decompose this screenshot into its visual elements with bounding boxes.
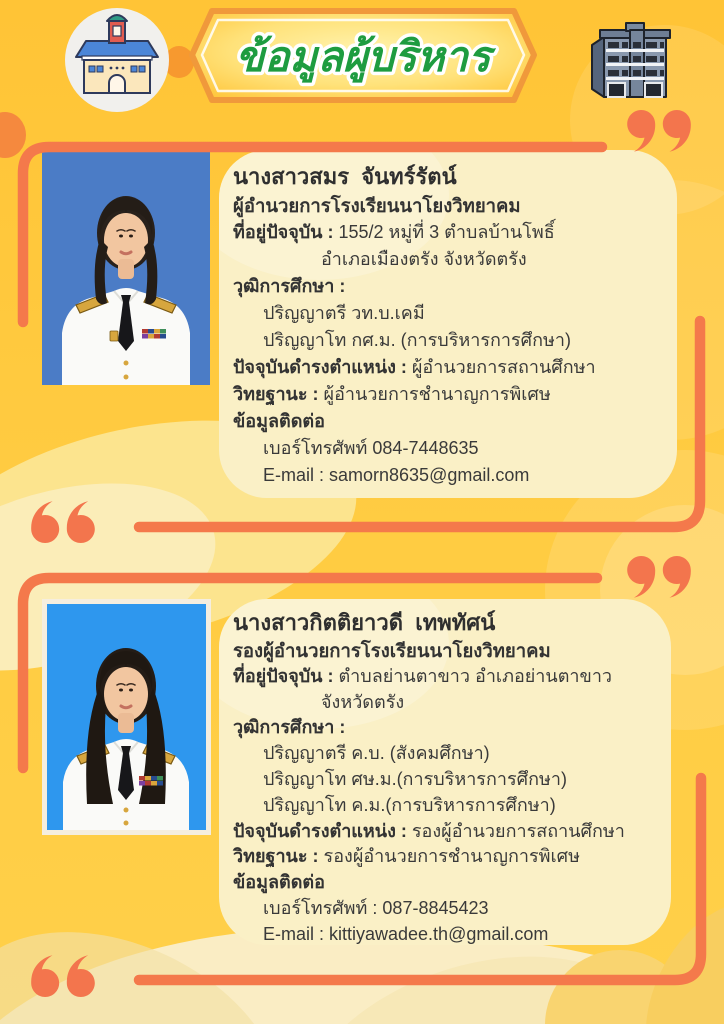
administrator-photo bbox=[42, 599, 211, 835]
administrator-photo bbox=[42, 143, 210, 385]
quote-open-icon bbox=[31, 501, 95, 543]
current-position-label: ปัจจุบันดำรงตำแหน่ง : bbox=[233, 820, 407, 841]
admin-card-info bbox=[233, 162, 673, 489]
address-value-continued: อำเภอเมืองตรัง จังหวัดตรัง bbox=[321, 249, 527, 269]
title-banner bbox=[187, 7, 539, 109]
email-line: E-mail : samorn8635@gmail.com bbox=[263, 465, 530, 485]
quote-close-icon bbox=[627, 556, 691, 598]
academic-rank-value: ผู้อำนวยการชำนาญการพิเศษ bbox=[323, 384, 551, 404]
phone-line: เบอร์โทรศัพท์ 084-7448635 bbox=[263, 438, 479, 458]
address-value-continued: จังหวัดตรัง bbox=[321, 691, 405, 712]
phone-line: เบอร์โทรศัพท์ : 087-8845423 bbox=[263, 897, 489, 918]
quote-open-icon bbox=[31, 955, 95, 997]
academic-rank-label: วิทยฐานะ : bbox=[233, 846, 319, 867]
address-value: ตำบลย่านตาขาว อำเภอย่านตาขาว bbox=[338, 665, 613, 686]
administrator-position: รองผู้อำนวยการโรงเรียนนาโยงวิทยาคม bbox=[233, 640, 551, 661]
education-item: ปริญญาโท กศ.ม. (การบริหารการศึกษา) bbox=[263, 330, 571, 350]
current-position-value: ผู้อำนวยการสถานศึกษา bbox=[411, 357, 596, 377]
education-item: ปริญญาโท ศษ.ม.(การบริหารการศึกษา) bbox=[263, 768, 567, 789]
contact-label: ข้อมูลติดต่อ bbox=[233, 872, 325, 893]
current-position-label: ปัจจุบันดำรงตำแหน่ง : bbox=[233, 357, 407, 377]
address-label: ที่อยู่ปัจจุบัน : bbox=[233, 222, 334, 242]
address-value: 155/2 หมู่ที่ 3 ตำบลบ้านโพธิ์ bbox=[338, 222, 555, 242]
academic-rank-label: วิทยฐานะ : bbox=[233, 384, 319, 404]
background-dot bbox=[0, 112, 26, 158]
administrator-name: นางสาวสมร จันทร์รัตน์ bbox=[233, 164, 457, 189]
education-label: วุฒิการศึกษา : bbox=[233, 276, 346, 296]
email-line: E-mail : kittiyawadee.th@gmail.com bbox=[263, 923, 549, 944]
office-building-icon bbox=[582, 19, 688, 110]
contact-label: ข้อมูลติดต่อ bbox=[233, 411, 325, 431]
school-building-icon bbox=[64, 7, 170, 118]
administrator-name: นางสาวกิตติยาวดี เทพทัศน์ bbox=[233, 610, 496, 635]
current-position-value: รองผู้อำนวยการสถานศึกษา bbox=[411, 820, 625, 841]
admin-card-info bbox=[233, 608, 669, 948]
administrator-position: ผู้อำนวยการโรงเรียนนาโยงวิทยาคม bbox=[233, 195, 521, 216]
education-item: ปริญญาตรี วท.บ.เคมี bbox=[263, 303, 425, 323]
quote-close-icon bbox=[627, 110, 691, 152]
education-label: วุฒิการศึกษา : bbox=[233, 717, 346, 738]
academic-rank-value: รองผู้อำนวยการชำนาญการพิเศษ bbox=[323, 846, 580, 867]
education-item: ปริญญาโท ค.ม.(การบริหารการศึกษา) bbox=[263, 794, 556, 815]
address-label: ที่อยู่ปัจจุบัน : bbox=[233, 665, 334, 686]
page-title: ข้อมูลผู้บริหาร bbox=[235, 33, 491, 80]
education-item: ปริญญาตรี ค.บ. (สังคมศึกษา) bbox=[263, 743, 490, 764]
